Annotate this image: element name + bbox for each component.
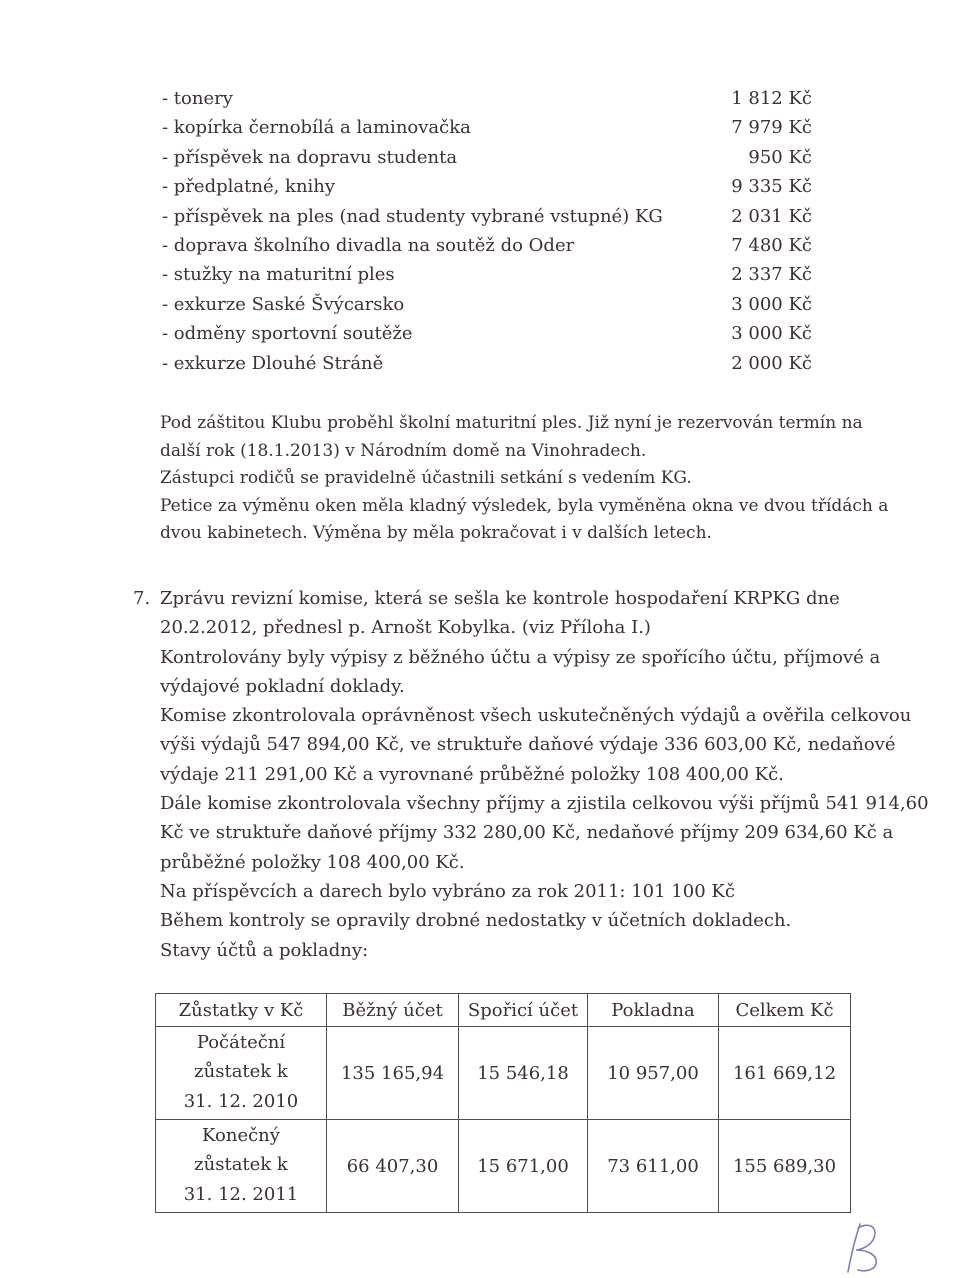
section-line: Stavy účtů a pokladny:	[160, 939, 369, 961]
row-label-cell	[156, 1120, 327, 1213]
row-label-line: 31. 12. 2011	[183, 1183, 299, 1205]
expense-row	[162, 172, 812, 201]
table-cell: 15 546,18	[459, 1027, 588, 1120]
row-label-line: zůstatek k	[194, 1154, 288, 1176]
section-line: Během kontroly se opravily drobné nedostatky v účetních dokladech.	[160, 910, 792, 932]
expense-row	[162, 231, 812, 260]
handwritten-initial-icon	[838, 1216, 898, 1274]
section-line: Kč ve struktuře daňové příjmy 332 280,00 Kč, nedaňové příjmy 209 634,60 Kč a	[160, 822, 894, 844]
table-cell: 73 611,00	[588, 1120, 719, 1213]
paragraph-line: Zástupci rodičů se pravidelně účastnili setkání s vedením KG.	[160, 468, 692, 488]
paragraph-line: Pod záštitou Klubu proběhl školní maturitní ples. Již nyní je rezervován termín na	[160, 413, 863, 433]
expense-amount: 2 031 Kč	[731, 205, 812, 227]
table-cell: 10 957,00	[588, 1027, 719, 1120]
section-line: výdaje 211 291,00 Kč a vyrovnané průběžné položky 108 400,00 Kč.	[160, 763, 784, 785]
table-cell: 15 671,00	[459, 1120, 588, 1213]
section-body	[160, 584, 929, 965]
row-label-line: zůstatek k	[194, 1061, 288, 1083]
expense-amount: 2 337 Kč	[731, 264, 812, 286]
row-label-line: 31. 12. 2010	[183, 1090, 299, 1112]
section-line: 20.2.2012, přednesl p. Arnošt Kobylka. (viz Příloha I.)	[160, 617, 651, 639]
expense-row	[162, 143, 812, 172]
expense-label: - příspěvek na ples (nad studenty vybrané vstupné) KG	[162, 205, 663, 227]
expense-label: - tonery	[162, 88, 233, 109]
table-header-cell: Zůstatky v Kč	[156, 994, 327, 1027]
expense-label: - odměny sportovní soutěže	[162, 323, 413, 345]
section-line: Zprávu revizní komise, která se sešla ke kontrole hospodaření KRPKG dne	[160, 588, 840, 609]
row-label-line: Počáteční	[196, 1031, 286, 1053]
expense-label: - příspěvek na dopravu studenta	[162, 146, 458, 168]
expense-amount: 2 000 Kč	[731, 352, 812, 374]
expense-label: - předplatné, knihy	[162, 176, 336, 198]
table-header-row	[156, 994, 851, 1027]
row-label-line: Konečný	[202, 1124, 280, 1146]
expense-label: - stužky na maturitní ples	[162, 264, 395, 286]
expense-label: - kopírka černobílá a laminovačka	[162, 117, 471, 139]
table-cell: 135 165,94	[327, 1027, 459, 1120]
expense-row	[162, 319, 812, 348]
expense-amount: 3 000 Kč	[731, 323, 812, 345]
table-header-cell: Celkem Kč	[719, 994, 851, 1027]
expense-row	[162, 202, 812, 231]
expense-amount: 950 Kč	[748, 146, 812, 168]
expense-row	[162, 290, 812, 319]
section-line: výdajové pokladní doklady.	[160, 675, 405, 697]
balance-table	[155, 993, 851, 1213]
expense-list	[162, 84, 812, 378]
paragraph-line: Petice za výměnu oken měla kladný výsledek, byla vyměněna okna ve dvou třídách a	[160, 495, 889, 516]
table-cell: 66 407,30	[327, 1120, 459, 1213]
section-line: Na příspěvcích a darech bylo vybráno za rok 2011: 101 100 Kč	[160, 880, 735, 902]
table-header-cell: Spořicí účet	[459, 994, 588, 1027]
section-line: průběžné položky 108 400,00 Kč.	[160, 851, 465, 873]
table-header-cell: Pokladna	[588, 994, 719, 1027]
expense-amount: 9 335 Kč	[731, 176, 812, 198]
section-line: Kontrolovány byly výpisy z běžného účtu a výpisy ze spořícího účtu, příjmové a	[160, 646, 881, 668]
expense-label: - doprava školního divadla na soutěž do Oder	[162, 234, 575, 256]
expense-amount: 7 480 Kč	[731, 234, 812, 256]
expense-row	[162, 84, 812, 113]
section-line: Dále komise zkontrolovala všechny příjmy a zjistila celkovou výši příjmů 541 914,60	[160, 793, 929, 815]
paragraph-line: další rok (18.1.2013) v Národním domě na Vinohradech.	[160, 440, 647, 461]
table-cell: 155 689,30	[719, 1120, 851, 1213]
expense-row	[162, 349, 812, 378]
section-number: 7.	[133, 588, 151, 609]
paragraph-line: dvou kabinetech. Výměna by měla pokračovat i v dalších letech.	[160, 523, 712, 543]
table-row	[156, 1120, 851, 1213]
club-activities-paragraph	[160, 410, 889, 548]
table-row	[156, 1027, 851, 1120]
expense-row	[162, 260, 812, 289]
expense-label: - exkurze Dlouhé Stráně	[162, 352, 384, 374]
row-label-cell	[156, 1027, 327, 1120]
expense-amount: 3 000 Kč	[731, 293, 812, 315]
section-line: Komise zkontrolovala oprávněnost všech uskutečněných výdajů a ověřila celkovou	[160, 705, 912, 727]
expense-amount: 1 812 Kč	[731, 88, 812, 109]
expense-amount: 7 979 Kč	[731, 117, 812, 139]
section-line: výši výdajů 547 894,00 Kč, ve struktuře daňové výdaje 336 603,00 Kč, nedaňové	[160, 734, 896, 756]
table-header-cell: Běžný účet	[327, 994, 459, 1027]
table-cell: 161 669,12	[719, 1027, 851, 1120]
expense-label: - exkurze Saské Švýcarsko	[162, 293, 405, 315]
expense-row	[162, 113, 812, 142]
